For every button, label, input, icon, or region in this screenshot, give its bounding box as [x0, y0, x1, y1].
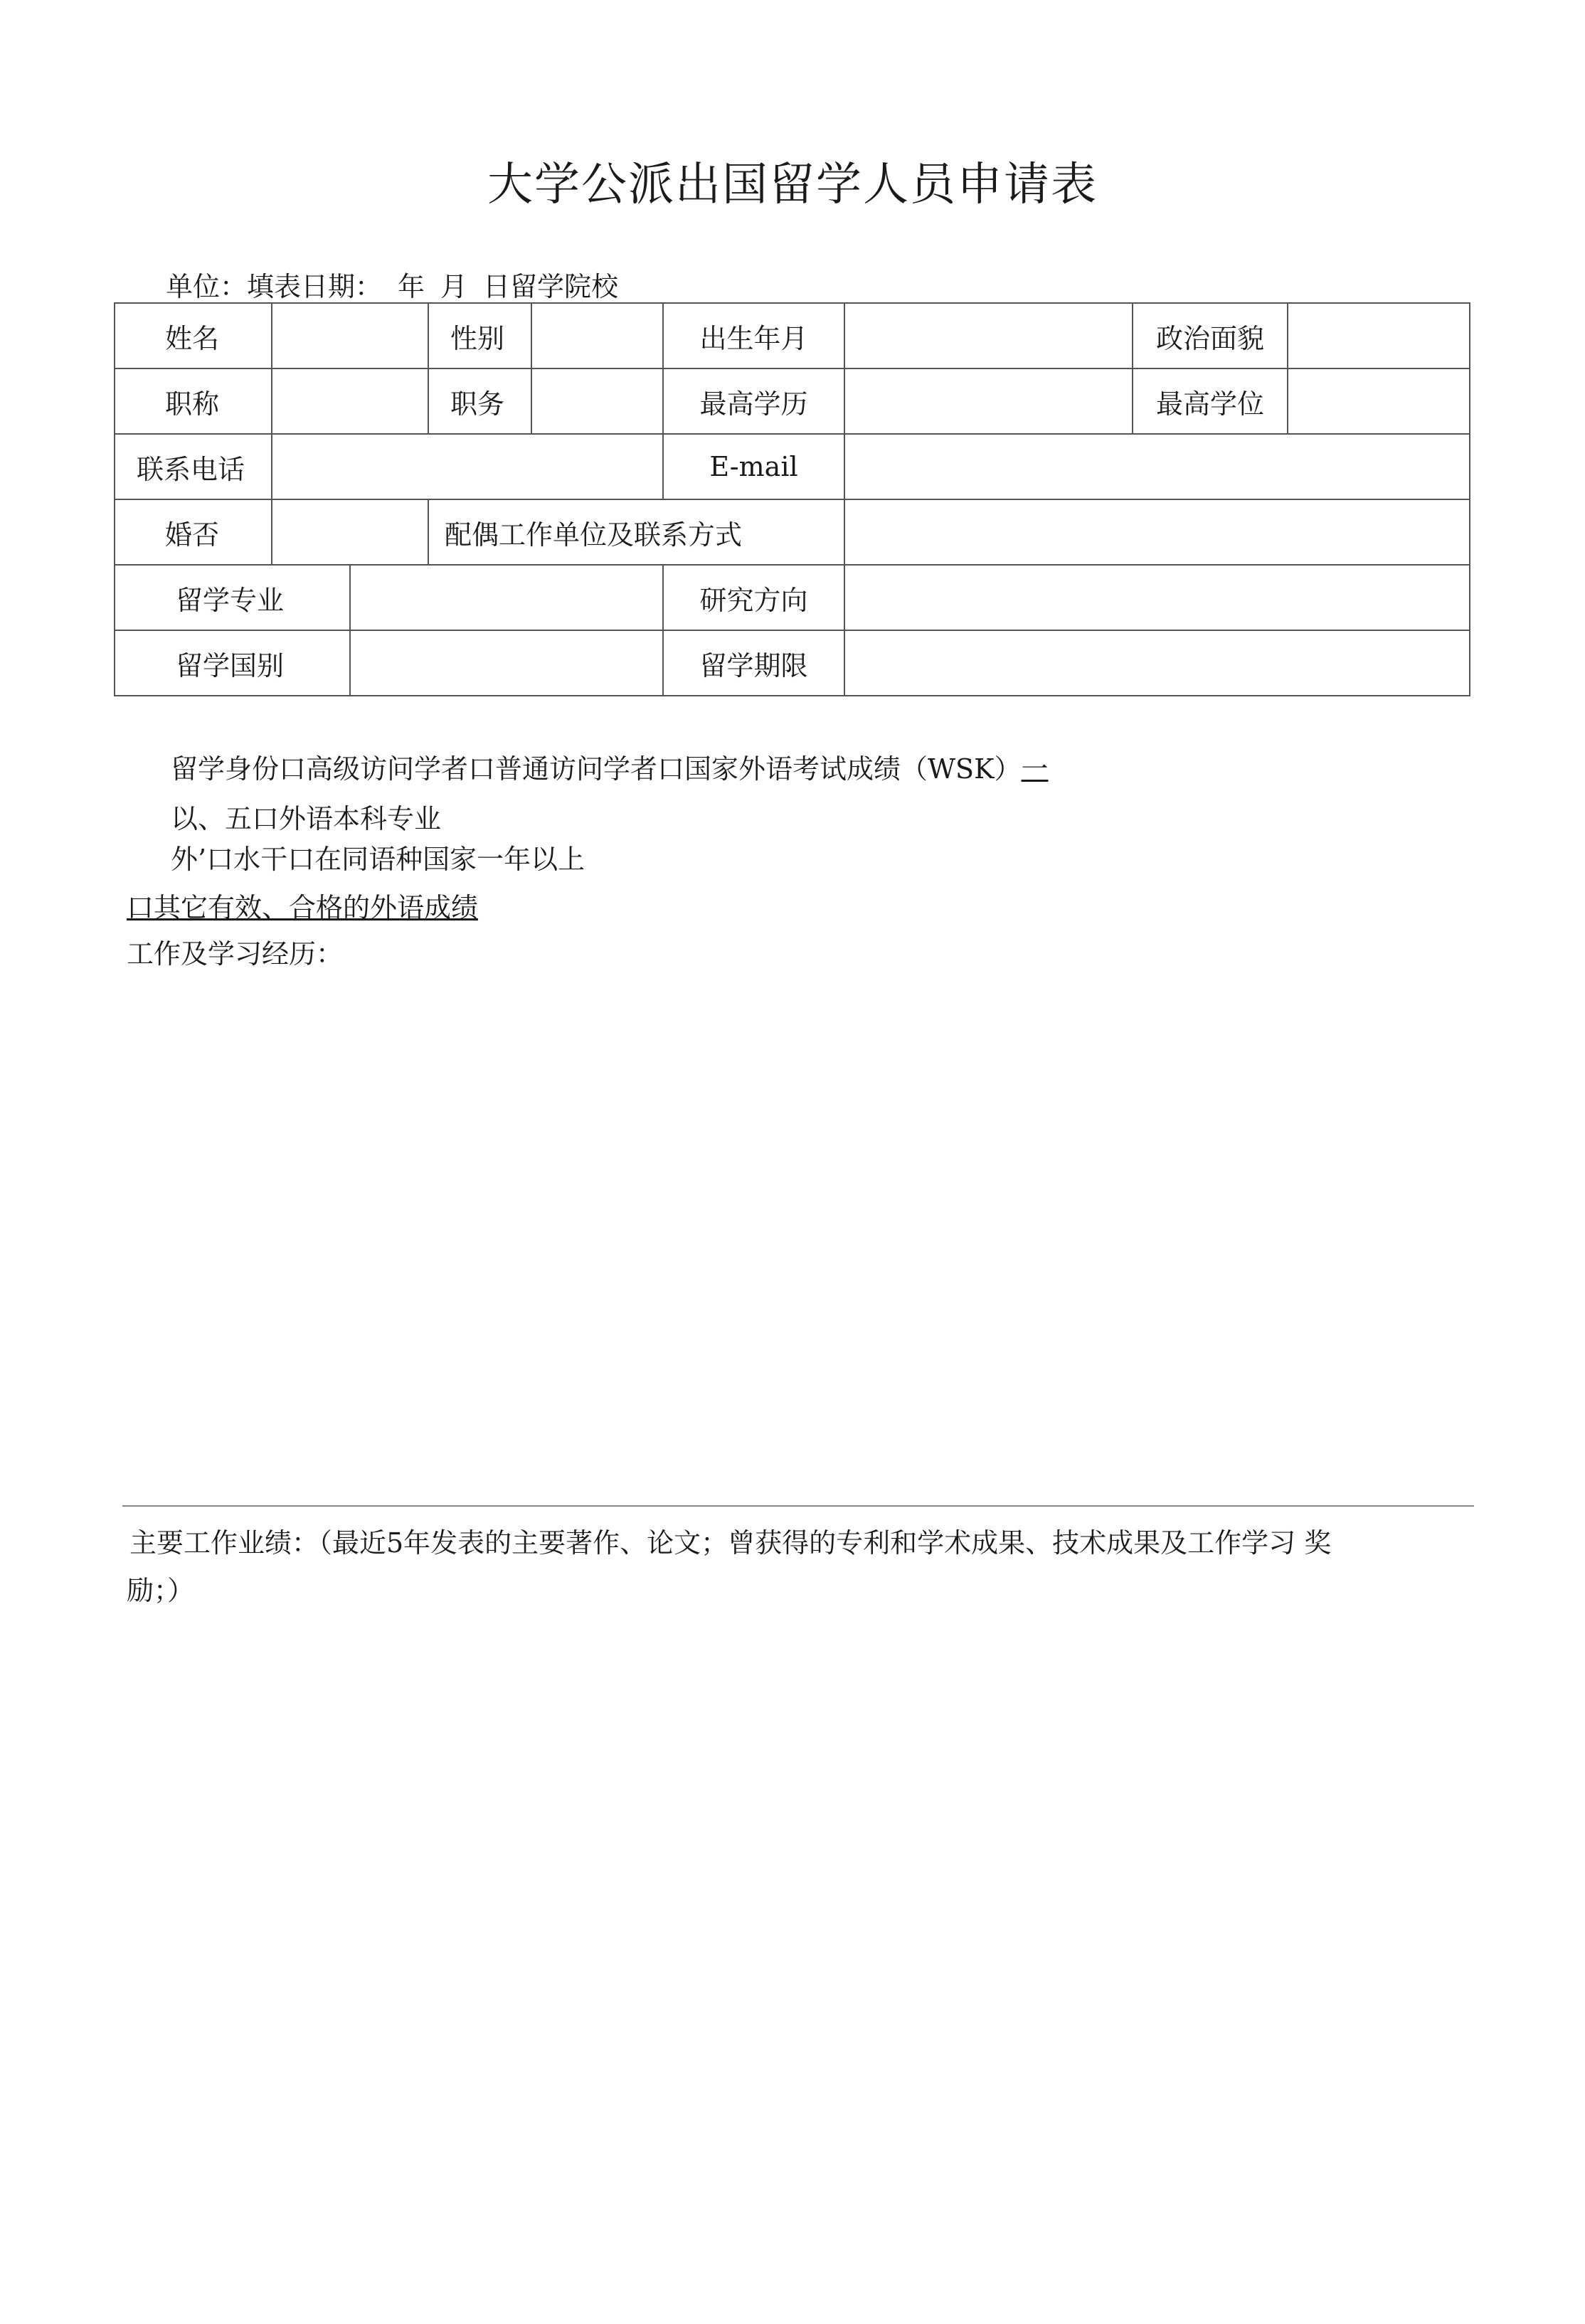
day-school-label: 日留学院校: [483, 271, 619, 302]
table-row: [115, 368, 1470, 434]
major-field[interactable]: [350, 565, 663, 630]
section-divider: [122, 1505, 1474, 1507]
gender-label: 性别: [428, 303, 531, 368]
spouse-label: 配偶工作单位及联系方式: [428, 499, 844, 565]
table-row: [115, 499, 1470, 565]
other-scores-option: 口其它有效、合格的外语成绩: [127, 892, 479, 923]
table-row: [115, 630, 1470, 696]
work-history-label: 工作及学习经历：: [127, 938, 344, 970]
major-label: 留学专业: [115, 565, 350, 630]
name-label: 姓名: [115, 303, 272, 368]
birth-field[interactable]: [844, 303, 1133, 368]
title-rank-field[interactable]: [272, 368, 428, 434]
position-label: 职务: [428, 368, 531, 434]
degree-field[interactable]: [1288, 368, 1470, 434]
table-row: [115, 565, 1470, 630]
political-label: 政治面貌: [1133, 303, 1288, 368]
wsk-score-blank[interactable]: 一: [1021, 753, 1049, 785]
research-label: 研究方向: [663, 565, 844, 630]
study-identity-text: 留学身份口高级访问学者口普通访问学者口国家外语考试成绩（WSK）: [171, 753, 1022, 785]
country-label: 留学国别: [115, 630, 350, 696]
spouse-field[interactable]: [844, 499, 1470, 565]
gender-field[interactable]: [531, 303, 663, 368]
achievements-label-cont: 励；）: [127, 1575, 195, 1606]
position-field[interactable]: [531, 368, 663, 434]
application-form-table: [114, 302, 1470, 696]
country-field[interactable]: [350, 630, 663, 696]
phone-field[interactable]: [272, 434, 663, 499]
education-label: 最高学历: [663, 368, 844, 434]
email-field[interactable]: [844, 434, 1470, 499]
foreign-language-major-option: 以、五口外语本科专业: [171, 803, 442, 834]
degree-label: 最高学位: [1133, 368, 1288, 434]
married-label: 婚否: [115, 499, 272, 565]
year-label: 年: [398, 271, 425, 302]
abroad-experience-option: 外’口水干口在同语种国家一年以上: [171, 844, 585, 875]
research-field[interactable]: [844, 565, 1470, 630]
table-row: [115, 434, 1470, 499]
education-field[interactable]: [844, 368, 1133, 434]
title-rank-label: 职称: [115, 368, 272, 434]
political-field[interactable]: [1288, 303, 1470, 368]
achievements-label: 主要工作业绩：（最近5年发表的主要著作、论文；曾获得的专利和学术成果、技术成果及工作学习 奖: [129, 1527, 1332, 1559]
phone-label: 联系电话: [115, 434, 272, 499]
duration-label: 留学期限: [663, 630, 844, 696]
duration-field[interactable]: [844, 630, 1470, 696]
unit-date-label: 单位：填表日期：: [166, 271, 383, 302]
study-identity-line: [171, 747, 1049, 786]
header-line: [166, 265, 634, 304]
table-row: [115, 303, 1470, 368]
email-label: E-mail: [663, 434, 844, 499]
page-title: 大学公派出国留学人员申请表: [487, 159, 1098, 211]
birth-label: 出生年月: [663, 303, 844, 368]
month-label: 月: [440, 271, 468, 302]
name-field[interactable]: [272, 303, 428, 368]
married-field[interactable]: [272, 499, 428, 565]
